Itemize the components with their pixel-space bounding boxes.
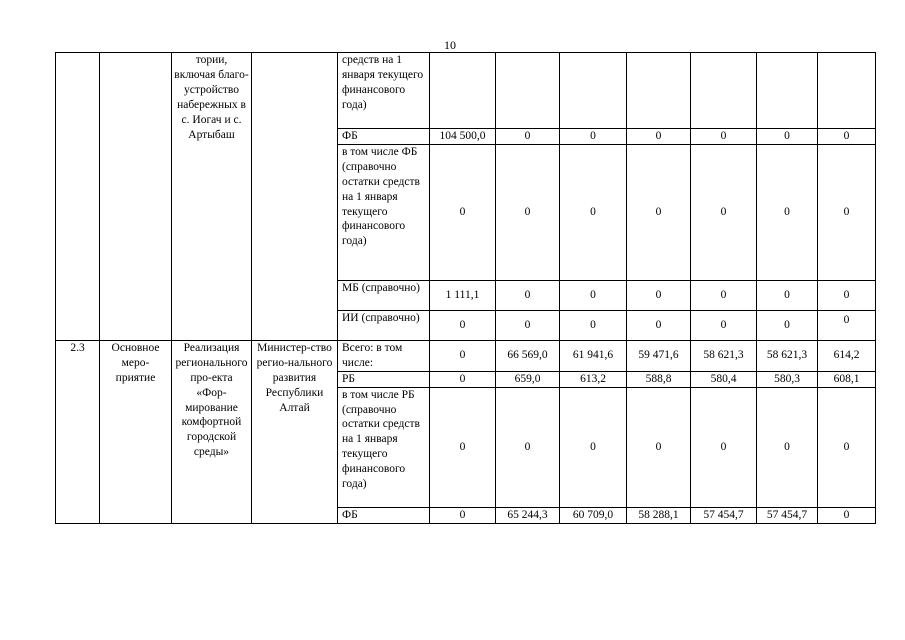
table-row — [56, 53, 876, 129]
cell-value: 588,8 — [627, 371, 691, 387]
cell-value: 0 — [627, 387, 691, 507]
cell-value: 0 — [496, 144, 560, 280]
cell-value: 0 — [430, 507, 496, 523]
cell-value: 0 — [560, 144, 627, 280]
cell-type: Основное меро-приятие — [100, 340, 172, 523]
cell-value: 0 — [818, 129, 876, 145]
cell-value: 0 — [757, 387, 818, 507]
cell-value: 1 111,1 — [430, 280, 496, 310]
cell-value — [560, 53, 627, 129]
cell-value — [818, 53, 876, 129]
cell-value: 0 — [627, 310, 691, 340]
cell-value: 0 — [496, 310, 560, 340]
cell-value: 0 — [560, 387, 627, 507]
cell-source: МБ (справочно) — [338, 280, 430, 310]
cell-value: 0 — [691, 310, 757, 340]
cell-source: ФБ — [338, 507, 430, 523]
financing-table — [55, 52, 876, 524]
cell-value: 0 — [691, 280, 757, 310]
cell-value: 58 621,3 — [757, 340, 818, 371]
cell-value: 0 — [757, 280, 818, 310]
cell-value: 0 — [560, 129, 627, 145]
cell-value: 0 — [560, 310, 627, 340]
cell-value: 0 — [818, 310, 876, 340]
cell-value: 0 — [818, 144, 876, 280]
cell-value: 0 — [560, 280, 627, 310]
cell-source: Всего: в том числе: — [338, 340, 430, 371]
cell-value: 0 — [430, 340, 496, 371]
cell-value: 613,2 — [560, 371, 627, 387]
cell-value: 66 569,0 — [496, 340, 560, 371]
cell-value: 614,2 — [818, 340, 876, 371]
cell-value: 0 — [627, 129, 691, 145]
cell-value: 0 — [757, 310, 818, 340]
cell-value: 580,4 — [691, 371, 757, 387]
cell-value: 0 — [691, 144, 757, 280]
cell-value — [691, 53, 757, 129]
cell-value: 659,0 — [496, 371, 560, 387]
cell-value: 0 — [496, 387, 560, 507]
cell-value: 0 — [818, 280, 876, 310]
cell-source: средств на 1 января текущего финансового года) — [338, 53, 430, 129]
cell-value — [496, 53, 560, 129]
cell-type — [100, 53, 172, 341]
cell-value: 0 — [691, 129, 757, 145]
cell-source: ФБ — [338, 129, 430, 145]
cell-value: 0 — [496, 280, 560, 310]
cell-value: 580,3 — [757, 371, 818, 387]
cell-value: 0 — [818, 387, 876, 507]
cell-source: в том числе ФБ (справочно остатки средств на 1 января текущего финансового года) — [338, 144, 430, 280]
cell-source: РБ — [338, 371, 430, 387]
cell-event-name: тории, включая благо-устройство набережных в с. Иогач и с. Артыбаш — [172, 53, 252, 341]
cell-value — [430, 53, 496, 129]
cell-value — [757, 53, 818, 129]
cell-num — [56, 53, 100, 341]
cell-num: 2.3 — [56, 340, 100, 523]
cell-executor: Министер-ство регио-нального развития Республики Алтай — [252, 340, 338, 523]
page-number: 10 — [444, 38, 456, 52]
cell-value: 58 621,3 — [691, 340, 757, 371]
cell-value: 61 941,6 — [560, 340, 627, 371]
cell-value — [627, 53, 691, 129]
cell-value: 0 — [430, 387, 496, 507]
cell-source: в том числе РБ (справочно остатки средств на 1 января текущего финансового года) — [338, 387, 430, 507]
cell-value: 65 244,3 — [496, 507, 560, 523]
cell-value: 57 454,7 — [757, 507, 818, 523]
cell-value: 0 — [430, 144, 496, 280]
cell-value: 0 — [818, 507, 876, 523]
cell-value: 0 — [430, 310, 496, 340]
cell-value: 57 454,7 — [691, 507, 757, 523]
cell-value: 58 288,1 — [627, 507, 691, 523]
cell-source: ИИ (справочно) — [338, 310, 430, 340]
table-row — [56, 340, 876, 371]
cell-value: 0 — [627, 280, 691, 310]
cell-value: 0 — [691, 387, 757, 507]
cell-value: 608,1 — [818, 371, 876, 387]
cell-value: 60 709,0 — [560, 507, 627, 523]
cell-value: 0 — [430, 371, 496, 387]
cell-value: 59 471,6 — [627, 340, 691, 371]
cell-value: 0 — [757, 144, 818, 280]
cell-value: 0 — [757, 129, 818, 145]
cell-value: 0 — [627, 144, 691, 280]
cell-value: 0 — [496, 129, 560, 145]
cell-executor — [252, 53, 338, 341]
cell-event-name: Реализация регионального про-екта «Фор-мирование комфортной городской среды» — [172, 340, 252, 523]
cell-value: 104 500,0 — [430, 129, 496, 145]
